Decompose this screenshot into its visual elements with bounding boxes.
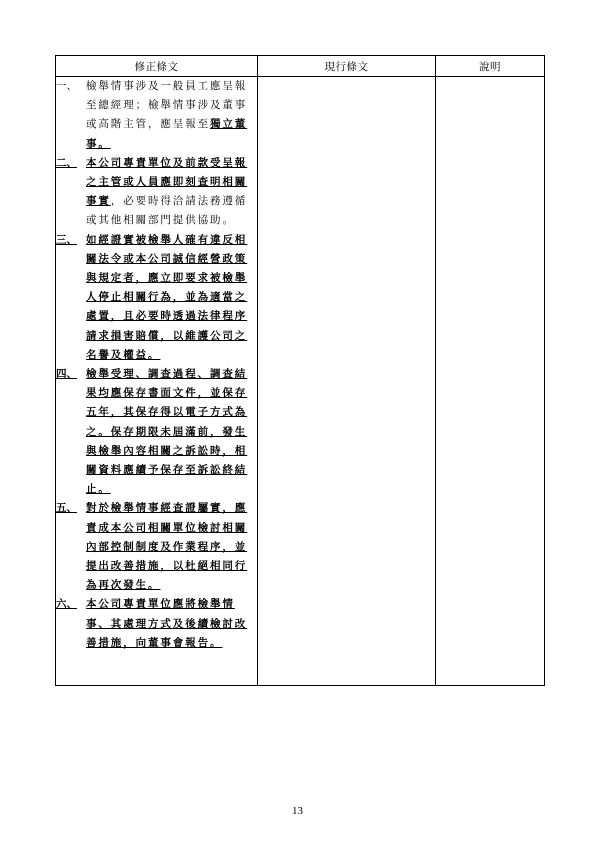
clause-number: 六、: [56, 598, 77, 611]
table-header-row: [56, 56, 545, 77]
clause-item: [56, 365, 257, 499]
clause-number: 三、: [56, 233, 77, 246]
clause-number: 一、: [56, 80, 77, 92]
clause-amended-text: 對於檢舉情事經查證屬實，應責成本公司相關單位檢討相關內部控制制度及作業程序，並提出改善措施，以杜絕相同行為再次發生。: [86, 502, 248, 592]
explanation-cell: [436, 77, 545, 686]
clause-amended-text: 本公司專責單位應將檢舉情事、其處理方式及後續檢討改善措施，向董事會報告。: [86, 598, 248, 649]
clause-text: [86, 595, 257, 653]
clause-text-segment: ，必要時得洽請法務遵循或其他相關部門提供協助。: [86, 195, 248, 227]
current-articles-cell: [258, 77, 436, 686]
comparison-table: [55, 55, 545, 686]
clause-number: 四、: [56, 368, 77, 381]
clause-text: [86, 154, 257, 231]
header-current-articles: 現行條文: [258, 56, 436, 77]
clause-item: [56, 154, 257, 231]
clause-item: [56, 231, 257, 365]
header-revised-articles: 修正條文: [56, 56, 258, 77]
header-explanation: 說明: [436, 56, 545, 77]
clause-amended-text: 如經證實被檢舉人確有違反相關法令或本公司誠信經營政策與規定者，應立即要求被檢舉人停止相關行為，並為適當之處置，且必要時透過法律程序請求損害賠償，以維護公司之名譽及權益。: [86, 233, 248, 361]
clause-item: [56, 595, 257, 653]
clause-item: [56, 499, 257, 595]
clause-amended-text: 檢舉受理、調查過程、調查結果均應保存書面文件，並保存五年，其保存得以電子方式為之。保存期限未屆滿前，發生與檢舉內容相關之訴訟時，相關資料應續予保存至訴訟終結止。: [86, 368, 248, 496]
clause-number: 五、: [56, 502, 77, 515]
clause-text: [86, 365, 257, 499]
clause-list: [56, 77, 257, 653]
clause-amended-text: 本公司專責單位及前款受呈報之主管或人員應即刻查明相關事實: [86, 156, 248, 208]
revised-articles-cell: [56, 77, 258, 686]
clause-item: [56, 77, 257, 154]
table-row: [56, 77, 545, 686]
clause-text: [86, 231, 257, 365]
clause-text: [86, 499, 257, 595]
clause-text: [86, 77, 257, 154]
clause-amended-text: 獨立董事。: [86, 118, 248, 150]
clause-text-segment: 檢舉情事涉及一般員工應呈報至總經理；檢舉情事涉及董事或高階主管，應呈報至: [86, 80, 248, 131]
page-number: 13: [292, 805, 303, 817]
clause-number: 二、: [56, 156, 77, 169]
